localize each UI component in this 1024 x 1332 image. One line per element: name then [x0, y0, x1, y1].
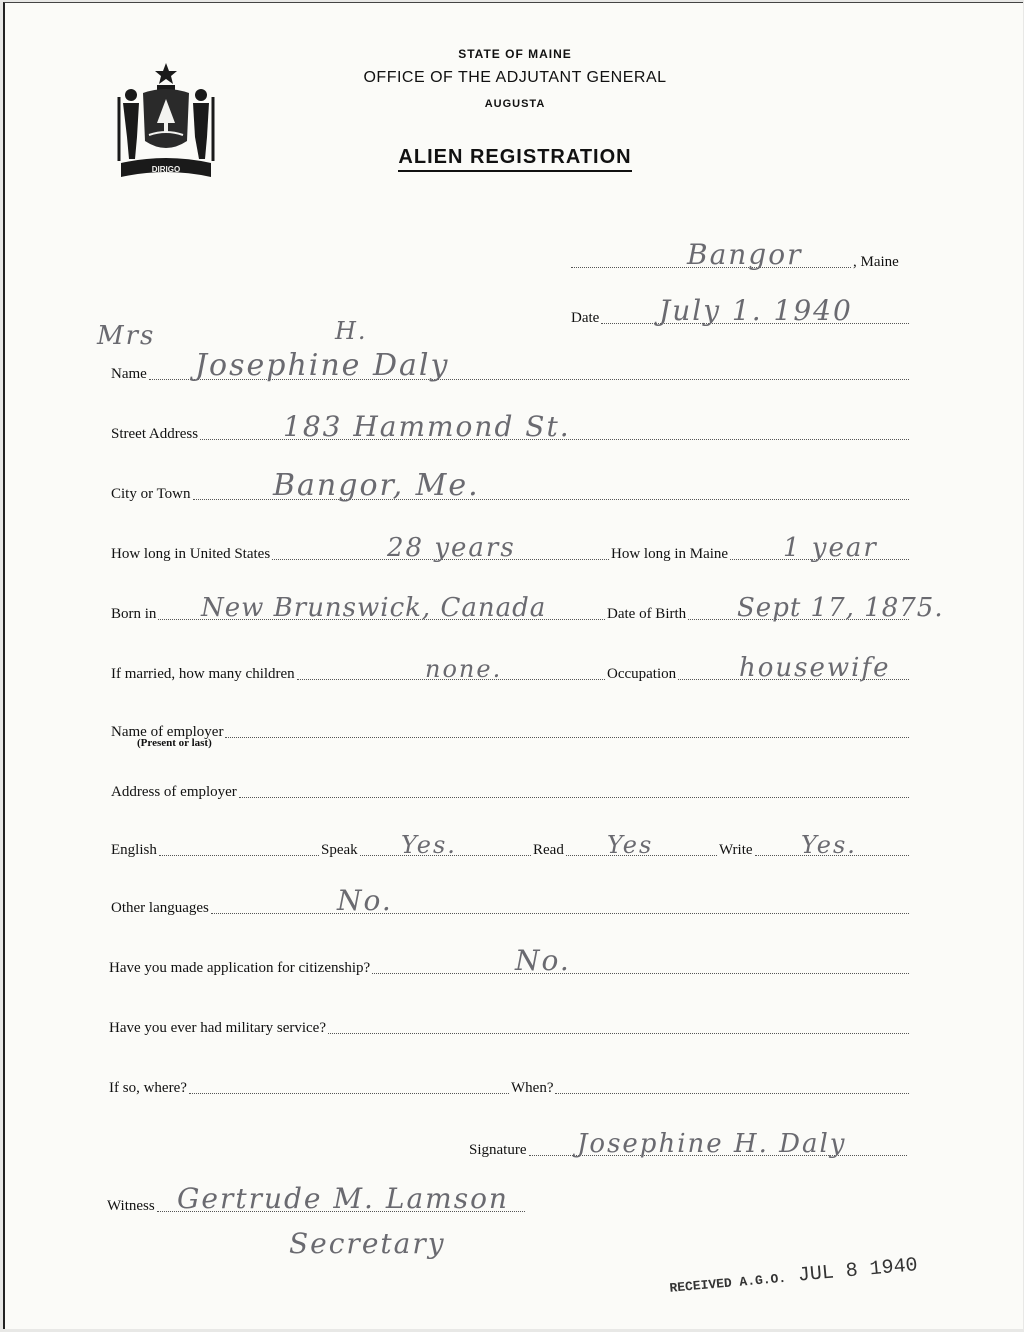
street-row [111, 410, 911, 445]
how-long-us-value: 28 years [387, 533, 516, 563]
date-of-birth-value: Sept 17, 1875. [737, 593, 944, 623]
how-long-us-label: How long in United States [111, 546, 271, 562]
title-note: Mrs [97, 321, 156, 351]
born-row [111, 593, 944, 625]
born-in-label: Born in [111, 606, 157, 622]
form-title: ALIEN REGISTRATION [305, 146, 725, 169]
witness-label: Witness [107, 1198, 155, 1214]
occupation-label: Occupation [607, 666, 677, 682]
other-languages-label: Other languages [111, 900, 209, 916]
citizenship-row [109, 944, 911, 979]
place-row [569, 238, 911, 273]
header-office: OFFICE OF THE ADJUTANT GENERAL [363, 69, 667, 86]
read-label: Read [533, 842, 564, 858]
received-stamp [668, 1254, 918, 1299]
employer-address-row [111, 775, 911, 803]
born-in-value: New Brunswick, Canada [201, 593, 547, 623]
how-long-maine-label: How long in Maine [611, 546, 729, 562]
employer-name-row [111, 715, 911, 743]
place-suffix: , Maine [853, 254, 899, 270]
how-long-maine-value: 1 year [783, 533, 878, 563]
write-value: Yes. [801, 831, 857, 859]
other-languages-row [111, 884, 911, 919]
employer-name-label: Name of employer [111, 724, 224, 740]
where-label: If so, where? [109, 1080, 187, 1096]
date-label: Date [571, 310, 600, 326]
signature-label: Signature [469, 1142, 527, 1158]
how-long-row [111, 533, 911, 565]
street-value: 183 Hammond St. [283, 410, 571, 443]
received-stamp-label: RECEIVED A.G.O. [668, 1270, 787, 1296]
military-row [109, 1011, 911, 1039]
signature-row [469, 1129, 909, 1161]
date-row [571, 294, 911, 329]
citizenship-value: No. [515, 944, 571, 977]
alien-registration-form [3, 2, 1023, 1329]
children-label: If married, how many children [111, 666, 295, 682]
employer-address-label: Address of employer [111, 784, 237, 800]
children-value: none. [425, 655, 503, 683]
english-label: English [111, 842, 157, 858]
read-value: Yes [607, 831, 654, 859]
employer-name-sublabel: (Present or last) [137, 737, 212, 749]
when-label: When? [511, 1080, 554, 1096]
citizenship-label: Have you made application for citizenship? [109, 960, 371, 976]
city-value: Bangor, Me. [273, 468, 480, 503]
write-label: Write [719, 842, 753, 858]
military-label: Have you ever had military service? [109, 1020, 326, 1036]
children-row [111, 653, 911, 685]
speak-value: Yes. [401, 831, 457, 859]
name-value: Josephine Daly [195, 348, 450, 383]
city-row [111, 468, 911, 505]
place-value: Bangor [687, 238, 803, 271]
seal-motto: DIRIGO [151, 165, 181, 174]
name-label: Name [111, 366, 147, 382]
signature-value: Josephine H. Daly [577, 1129, 847, 1159]
date-value: July 1. 1940 [659, 294, 853, 327]
received-stamp-date: JUL 8 1940 [797, 1254, 919, 1288]
name-row [111, 348, 911, 385]
where-when-row [109, 1071, 911, 1099]
date-of-birth-label: Date of Birth [607, 606, 687, 622]
english-row [111, 833, 911, 861]
middle-initial: H. [335, 317, 368, 345]
other-languages-value: No. [337, 884, 393, 917]
maine-state-seal [113, 61, 219, 181]
witness-value: Gertrude M. Lamson [177, 1182, 509, 1215]
city-label: City or Town [111, 486, 191, 502]
witness-title: Secretary [289, 1227, 446, 1260]
occupation-value: housewife [739, 653, 891, 683]
street-label: Street Address [111, 426, 199, 442]
header-state: STATE OF MAINE [458, 47, 572, 61]
header-city: AUGUSTA [484, 98, 546, 110]
witness-row [107, 1182, 527, 1217]
speak-label: Speak [321, 842, 358, 858]
